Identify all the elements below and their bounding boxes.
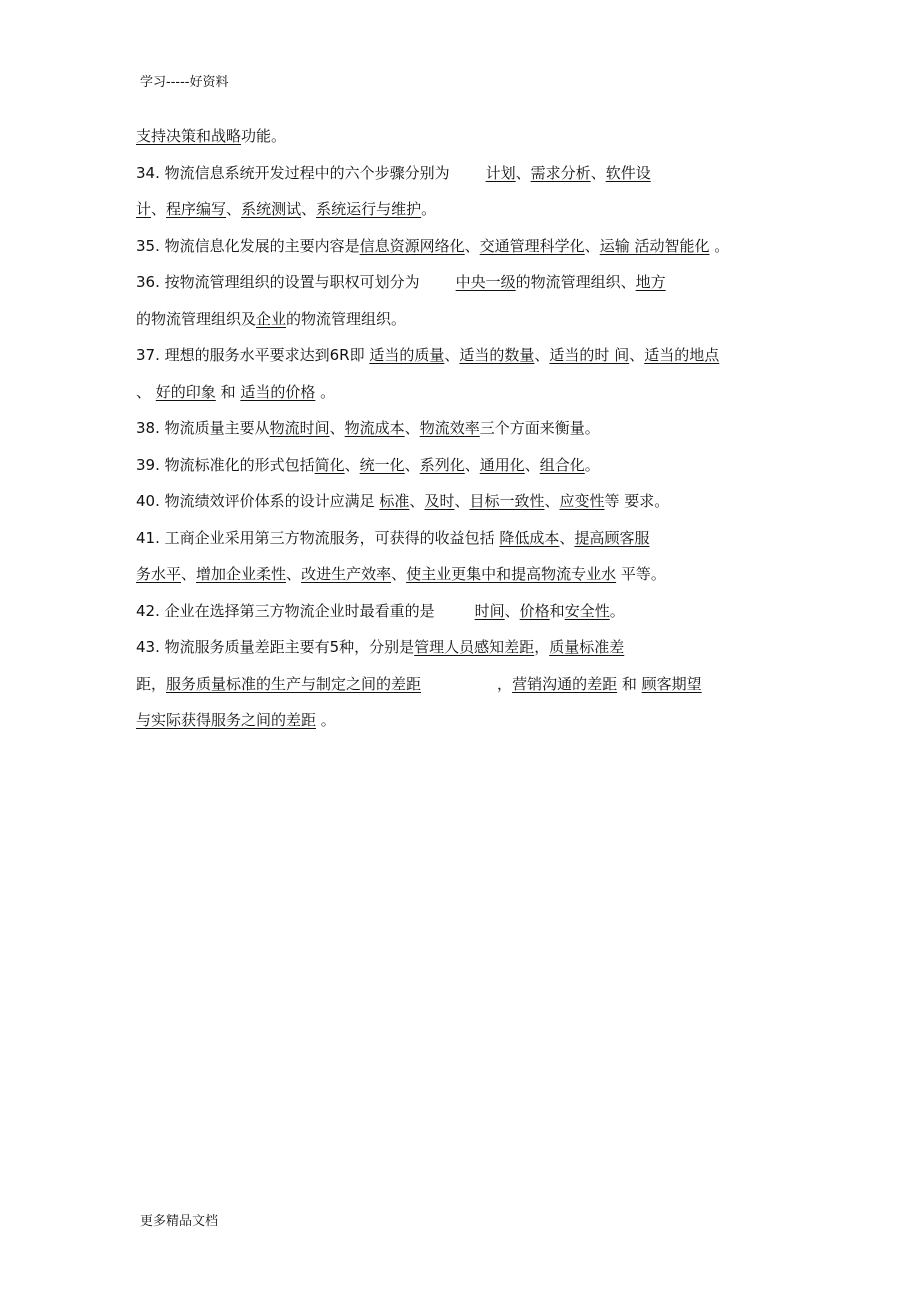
question-text: 43. 物流服务质量差距主要有5种，分别是 [136,638,415,656]
question-text: 35. 物流信息化发展的主要内容是 [136,236,360,255]
answer-blank: 质量标准差 [549,638,625,656]
question-text: 38. 物流质量主要从 [136,419,270,437]
answer-blank: 管理人员感知差距 [414,638,535,656]
question-text: 。 [709,236,730,255]
question-text: 。 [421,200,437,218]
text-line [136,301,796,338]
question-text: 和 [549,601,565,620]
question-text: 、 [590,163,606,182]
text-line [136,228,796,265]
text-line [136,556,796,593]
text-line [136,264,796,301]
answer-blank: 及时 [424,492,455,510]
question-text: 三个方面来衡量。 [479,419,600,437]
answer-blank: 交通管理科学化 [479,236,585,255]
question-text: 、 [454,492,470,510]
answer-blank: 安全性 [564,601,610,620]
answer-blank: 计 [136,200,152,218]
text-line [136,337,796,374]
answer-blank: 系列化 [419,455,465,474]
answer-blank: 降低成本 [499,528,560,547]
question-text: 的物流管理组织及 [136,309,257,328]
question-text: 。 [316,711,336,729]
answer-blank: 提高顾客服 [574,528,650,547]
page-footer: 更多精品文档 [140,1214,219,1229]
question-text: 和 [617,674,642,693]
question-text: ， [534,638,550,656]
answer-blank: 时间 [474,601,505,620]
page-header: 学习-----好资料 [140,75,229,90]
question-text: 、 [329,419,345,437]
text-line [136,374,796,411]
question-text: 、 [344,455,360,474]
answer-blank: 组合化 [539,455,585,474]
question-text: 。 [584,455,600,474]
question-text: 37. 理想的服务水平要求达到6R即 [136,346,370,364]
answer-blank: 适当的时 间 [549,346,630,364]
text-line [136,118,796,155]
question-text: ， [151,674,167,693]
question-text: 40. 物流绩效评价体系的设计应满足 [136,492,380,510]
answer-blank: 适当的地点 [644,346,720,364]
question-text: 的物流管理组织、 [515,273,636,291]
question-text: 、 [226,200,242,218]
answer-blank: 物流效率 [419,419,480,437]
text-line [136,629,796,666]
answer-blank: 需求分析 [530,163,591,182]
answer-blank: 改进生产效率 [301,565,392,583]
question-text: 。 [315,382,336,401]
question-text: 、 [534,346,550,364]
answer-blank: 务水平 [136,565,182,583]
answer-blank: 软件设 [605,163,651,182]
answer-blank: 简化 [314,455,345,474]
question-text: 39. 物流标准化的形式包括 [136,455,315,474]
text-line [136,520,796,557]
answer-blank: 适当的价格 [240,382,316,401]
question-text: 、 [136,382,156,401]
answer-blank: 好的印象 [155,382,216,401]
question-text: 、 [524,455,540,474]
question-text: 功能。 [241,127,287,145]
answer-blank: 服务质量标准的生产与制定之间的差距 [166,674,422,693]
answer-blank: 应变性 [559,492,605,510]
answer-blank: 企业 [256,309,287,328]
answer-blank: 顾客期望 [641,674,702,693]
text-line [136,191,796,228]
text-line [136,593,796,630]
question-text: 、 [404,419,420,437]
question-text: ， [497,674,513,693]
answer-blank: 目标一致性 [469,492,545,510]
answer-blank: 物流时间 [269,419,330,437]
question-text: 的物流管理组织。 [286,309,407,328]
question-text: 、 [181,565,197,583]
answer-blank: 运输 活动智能化 [599,236,710,255]
question-text: 等 要求。 [604,492,670,510]
question-text: 、 [444,346,460,364]
answer-blank: 物流成本 [344,419,405,437]
answer-blank: 标准 [379,492,410,510]
answer-blank: 系统运行与维护 [316,200,422,218]
answer-blank: 使主业更集中和提高物流专业水 [406,565,617,583]
answer-blank: 通用化 [479,455,525,474]
question-text: 、 [286,565,302,583]
answer-blank: 增加企业柔性 [196,565,287,583]
answer-blank: 营销沟通的差距 [512,674,618,693]
question-text: 、 [391,565,407,583]
text-line [136,447,796,484]
question-text: 和 [215,382,241,401]
question-text: 34. 物流信息系统开发过程中的六个步骤分别为 [136,163,450,182]
answer-blank: 统一化 [359,455,405,474]
question-text: 41. 工商企业采用第三方物流服务，可获得的收益包括 [136,528,500,547]
question-text: 、 [301,200,317,218]
question-text: 、 [409,492,425,510]
answer-blank: 中央一级 [455,273,516,291]
answer-blank: 适当的质量 [369,346,445,364]
answer-blank: 程序编写 [166,200,227,218]
question-text: 、 [464,236,480,255]
text-line [136,155,796,192]
question-text: 、 [504,601,520,620]
answer-blank: 计划 [485,163,516,182]
question-text: 、 [629,346,645,364]
question-text: 平等。 [616,565,666,583]
text-line [136,483,796,520]
answer-blank: 支持决策和战略 [136,127,242,145]
document-body [136,118,796,739]
answer-blank: 适当的数量 [459,346,535,364]
question-text: 、 [559,528,575,547]
answer-blank: 价格 [519,601,550,620]
question-text: 。 [609,601,625,620]
text-line [136,702,796,739]
answer-blank: 系统测试 [241,200,302,218]
question-text: 、 [151,200,167,218]
question-text: 42. 企业在选择第三方物流企业时最看重的是 [136,601,435,620]
question-text: 、 [584,236,600,255]
text-line [136,410,796,447]
question-text: 、 [515,163,531,182]
question-text: 距 [136,674,152,693]
question-text: 、 [404,455,420,474]
question-text: 、 [464,455,480,474]
question-text: 36. 按物流管理组织的设置与职权可划分为 [136,273,420,291]
answer-blank: 地方 [635,273,666,291]
answer-blank: 与实际获得服务之间的差距 [136,711,317,729]
answer-blank: 信息资源网络化 [359,236,465,255]
question-text: 、 [544,492,560,510]
text-line [136,666,796,703]
